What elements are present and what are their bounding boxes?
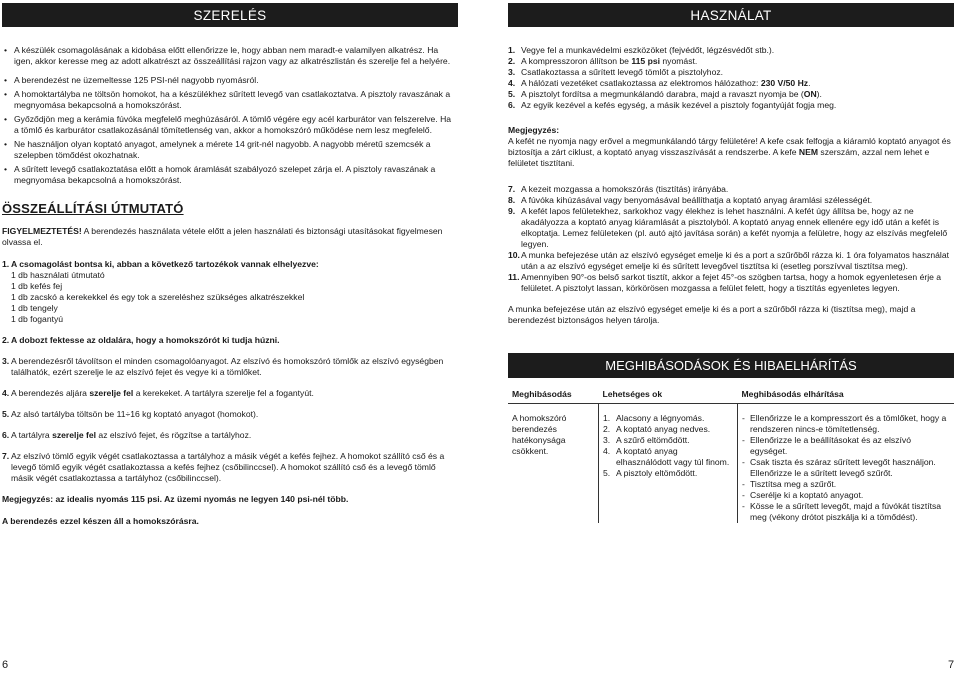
assembly-step-4 bbox=[2, 388, 458, 399]
step-number: 11. bbox=[508, 272, 520, 282]
step-text-part: A munka befejezése után az elszívó egységet emelje ki és a port a szűrőből rázza ki. 1 óra folyamatos használat után a az elszívó egységet emelje ki és sűrített levegővel tisztítsa ki (esetleg porszívval tisztítsa meg). bbox=[521, 250, 950, 271]
usage-step bbox=[508, 45, 954, 56]
usage-step bbox=[508, 195, 954, 206]
cause-text: A szűrő eltömődött. bbox=[616, 435, 690, 445]
step-text-part: A hálózati vezetéket csatlakoztassa az elektromos hálózathoz: bbox=[521, 78, 761, 88]
usage-step bbox=[508, 206, 954, 250]
step-text bbox=[521, 206, 954, 250]
step-text bbox=[521, 100, 836, 111]
usage-step bbox=[508, 89, 954, 100]
remedy-item bbox=[742, 501, 950, 523]
remedy-text: Csak tiszta és száraz sűrített levegőt használjon. Ellenőrizze le a sűrített levegő szűrőt. bbox=[750, 457, 936, 478]
dash-marker: - bbox=[742, 435, 745, 445]
bullet-item: • A készülék csomagolásának a kidobása előtt ellenőrizze le, hogy abban nem maradt-e valamilyen alkatrész. Ha igen, akkor keresse meg az adott alkatrészt az összeállítási rajzon vagy az alkatrészlistán és szerelje fel a helyére. bbox=[14, 45, 458, 67]
step-text-part: Csatlakoztassa a sűrített levegő tömlőt a pisztolyhoz. bbox=[521, 67, 724, 77]
usage-step bbox=[508, 100, 954, 111]
bullet-item: • Ne használjon olyan koptató anyagot, amelynek a mérete 14 grit-nél nagyobb. A nagyobb méretű szemcsék a szelepben tömődést okozhatnak. bbox=[14, 139, 458, 161]
table-row bbox=[508, 404, 954, 524]
step-text-part: A pisztolyt fordítsa a megmunkálandó darabra, majd a ravaszt nyomja be ( bbox=[521, 89, 804, 99]
section-header-assembly: SZERELÉS bbox=[2, 3, 458, 27]
remedy-item bbox=[742, 479, 950, 490]
note-text: A kefét ne nyomja nagy erővel a megmunkálandó tárgy felületére! A kefe csak felfogja a kiáramló koptató anyagot és biztosítja a zárt ciklust, a koptató anyag visszaszívását a rendszerbe. A kefe bbox=[508, 136, 951, 157]
dash-marker: - bbox=[742, 490, 745, 500]
bullet-item: • A homoktartályba ne töltsön homokot, ha a készülékhez sűrített levegő van csatlakoztatva. A pisztoly ravaszának a megnyomása bekapcsolná a homokszórást. bbox=[14, 89, 458, 111]
remedy-item bbox=[742, 457, 950, 479]
step-text-part: A berendezés aljára bbox=[11, 388, 90, 398]
step-text-part: a kerekeket. A tartályra szerelje fel a fogantyút. bbox=[133, 388, 314, 398]
step-text-part: A kezeit mozgassa a homokszórás (tisztítás) irányába. bbox=[521, 184, 729, 194]
section-header-usage: HASZNÁLAT bbox=[508, 3, 954, 27]
remedy-text: Ellenőrizze le a beállításokat és az elszívó egységet. bbox=[750, 435, 911, 456]
page-number-right: 7 bbox=[948, 659, 955, 671]
step-text-part: Amennyiben 90°-os belső sarkot tisztít, akkor a fejet 45°-os szögben tartsa, hogy a homok egyenletesen érje a felületet. A pisztolyt lassan, körkörösen mozgassa a felület felett, hogy a tisztítás egyenletes legyen. bbox=[521, 272, 942, 293]
assembly-title: ÖSSZEÁLLÍTÁSI ÚTMUTATÓ bbox=[2, 201, 184, 216]
closing-paragraph: A munka befejezése után az elszívó egységet emelje ki és a port a szűrőből rázza ki (tisztítsa meg), majd a berendezést biztonságos helyen tárolja. bbox=[508, 304, 916, 325]
assembly-step-2 bbox=[2, 335, 458, 346]
cause-number: 1. bbox=[603, 413, 611, 423]
remedy-text: Cserélje ki a koptató anyagot. bbox=[750, 490, 864, 500]
step-text: A berendezésről távolítson el minden csomagolóanyagot. Az elszívó és homokszóró tömlők az elszívó egységben találhatók, ezért szerelje le az elszívó fejet és vegye ki a tömlőket. bbox=[11, 356, 444, 377]
note-text: szerszám, azzal nem lehet e felületet tisztítani. bbox=[508, 147, 930, 168]
step-text-part: A kompresszoron állítson be bbox=[521, 56, 632, 66]
step-text-bold: szerelje fel bbox=[52, 430, 97, 440]
usage-step bbox=[508, 56, 954, 67]
cause-number: 5. bbox=[603, 468, 611, 478]
usage-step bbox=[508, 272, 954, 294]
step-text: A csomagolást bontsa ki, abban a következő tartozékok vannak elhelyezve: bbox=[11, 259, 319, 269]
step-text: Az elszívó tömlő egyik végét csatlakoztassa a tartályhoz a másik végét a kefés fejhez. A homokot szállító cső és a levegő tömlő egyik végét csatlakoztassa a kefés fejhez (csőbilinccsel). A homokot szállító cső és a levegő tömlő másik végét csatlakoztassa a tartályhoz (csőbilinccsel). bbox=[11, 451, 445, 483]
note-title: Megjegyzés: bbox=[508, 125, 560, 135]
remedy-item bbox=[742, 413, 950, 435]
assembly-step-3 bbox=[2, 356, 458, 378]
step-text-part: ). bbox=[816, 89, 822, 99]
troubleshooting-table bbox=[508, 389, 954, 523]
table-header: Meghibásodás elhárítása bbox=[738, 389, 955, 404]
step-text bbox=[11, 388, 314, 399]
usage-step bbox=[508, 184, 954, 195]
usage-step bbox=[508, 67, 954, 78]
bullet-item: • A sűrített levegő csatlakoztatása előtt a homok áramlását szabályozó szelepet zárja el. A pisztoly ravaszának a megnyomása bekapcsolná a homokszórást. bbox=[14, 164, 458, 186]
warning-paragraph bbox=[2, 226, 458, 248]
step-text bbox=[521, 67, 723, 78]
step-text bbox=[521, 56, 697, 67]
step-text bbox=[521, 184, 728, 195]
remedy-text: Tisztítsa meg a szűrőt. bbox=[750, 479, 837, 489]
cause-item bbox=[603, 424, 733, 435]
step-text-part: A tartályra bbox=[11, 430, 53, 440]
cause-text: A koptató anyag elhasználódott vagy túl finom. bbox=[616, 446, 730, 467]
step-number: 3. bbox=[508, 67, 516, 77]
step-number: 10. bbox=[508, 250, 520, 260]
step-text: A dobozt fektesse az oldalára, hogy a homokszórót ki tudja húzni. bbox=[11, 335, 280, 345]
cause-text: A koptató anyag nedves. bbox=[616, 424, 711, 434]
bullet-item: • A berendezést ne üzemeltesse 125 PSI-nél nagyobb nyomásról. bbox=[14, 75, 458, 86]
step-number: 7. bbox=[508, 184, 516, 194]
step-text-bold: 230 V/50 Hz bbox=[760, 78, 809, 88]
step-text-part: Vegye fel a munkavédelmi eszközöket (fejvédőt, légzésvédőt stb.). bbox=[521, 45, 775, 55]
step-number: 9. bbox=[508, 206, 516, 216]
step-text bbox=[521, 45, 774, 56]
step-text bbox=[521, 272, 954, 294]
cause-number: 4. bbox=[603, 446, 611, 456]
contents-item: 1 db használati útmutató bbox=[11, 270, 105, 280]
cause-item bbox=[603, 446, 733, 468]
remedies-cell bbox=[738, 404, 955, 524]
step-text bbox=[521, 78, 811, 89]
step-number: 1. bbox=[2, 259, 10, 269]
step-number: 6. bbox=[2, 430, 10, 440]
cause-text: Alacsony a légnyomás. bbox=[616, 413, 705, 423]
step-text-part: Az egyik kezével a kefés egység, a másik kezével a pisztoly fogantyúját fogja meg. bbox=[521, 100, 837, 110]
step-number: 1. bbox=[508, 45, 516, 55]
cause-item bbox=[603, 468, 733, 479]
dash-marker: - bbox=[742, 413, 745, 423]
usage-steps-list bbox=[508, 45, 954, 111]
cause-number: 3. bbox=[603, 435, 611, 445]
warning-label: FIGYELMEZTETÉS! bbox=[2, 226, 82, 236]
safety-bullet-list bbox=[2, 45, 458, 186]
causes-cell bbox=[599, 404, 738, 524]
cause-item bbox=[603, 413, 733, 424]
pressure-note: Megjegyzés: az idealis nyomás 115 psi. Az üzemi nyomás ne legyen 140 psi-nél több. bbox=[2, 494, 349, 504]
assembly-step-1 bbox=[2, 259, 458, 325]
contents-item: 1 db zacskó a kerekekkel és egy tok a szereléshez szükséges alkatrészekkel bbox=[11, 292, 305, 302]
usage-step bbox=[508, 250, 954, 272]
step-number: 2. bbox=[2, 335, 10, 345]
step-text-part: A kefét lapos felületekhez, sarkokhoz vagy élekhez is lehet használni. A kefét úgy állítsa be, hogy az ne akadályozza a koptató anyag kiáramlását a pisztolyból. A koptató anyag ennek ellenére egy idő után a kefét is elkoptatja. Lemez felületeken (pl. autó ajtó javítása során) a kefét nyomja a felületre, hogy az elszívás megfelelő legyen. bbox=[521, 206, 948, 249]
table-header: Meghibásodás bbox=[508, 389, 599, 404]
step-text-part: nyomást. bbox=[660, 56, 698, 66]
step-number: 6. bbox=[508, 100, 516, 110]
remedy-item bbox=[742, 490, 950, 501]
ready-statement: A berendezés ezzel készen áll a homokszórásra. bbox=[2, 516, 199, 526]
right-column bbox=[508, 0, 954, 523]
assembly-step-6 bbox=[2, 430, 458, 441]
bullet-item: • Győződjön meg a kerámia fúvóka megfelelő meghúzásáról. A tömlő végére egy acél karburátor van felszerelve. Ha a tömlő és karburátor csatlakozásánál tömítetlenség van, akkor a homokszóró működése nem lesz megfelelő. bbox=[14, 114, 458, 136]
step-text-bold: 115 psi bbox=[631, 56, 661, 66]
cause-text: A pisztoly eltömődött. bbox=[616, 468, 698, 478]
step-text-part: az elszívó fejet, és rögzítse a tartályhoz. bbox=[96, 430, 252, 440]
table-header: Lehetséges ok bbox=[599, 389, 738, 404]
page-number-left: 6 bbox=[2, 659, 9, 671]
remedy-text: Ellenőrizze le a kompresszort és a tömlőket, hogy a rendszeren nincs-e tömítetlenség. bbox=[750, 413, 947, 434]
step-number: 5. bbox=[2, 409, 10, 419]
dash-marker: - bbox=[742, 479, 745, 489]
step-number: 4. bbox=[2, 388, 10, 398]
step-text-bold: szerelje fel bbox=[89, 388, 134, 398]
contents-item: 1 db fogantyú bbox=[11, 314, 64, 324]
contents-item: 1 db tengely bbox=[11, 303, 58, 313]
cause-item bbox=[603, 435, 733, 446]
assembly-step-5 bbox=[2, 409, 458, 420]
left-column bbox=[2, 0, 458, 527]
step-number: 8. bbox=[508, 195, 516, 205]
step-text bbox=[521, 89, 822, 100]
step-text bbox=[521, 195, 872, 206]
usage-steps-list-continued bbox=[508, 184, 954, 294]
dash-marker: - bbox=[742, 457, 745, 467]
warning-text: A berendezés használata vétele előtt a jelen használati és biztonsági utasításokat figyelmesen olvassa el. bbox=[2, 226, 443, 247]
step-text bbox=[11, 430, 251, 441]
step-text-part: . bbox=[808, 78, 811, 88]
cause-number: 2. bbox=[603, 424, 611, 434]
remedy-item bbox=[742, 435, 950, 457]
remedy-text: Kösse le a sűrített levegőt, majd a fúvókát tisztítsa meg (vékony drótot piszkálja ki a tömődést). bbox=[750, 501, 942, 522]
usage-step bbox=[508, 78, 954, 89]
section-header-troubleshooting: MEGHIBÁSODÁSOK ÉS HIBAELHÁRÍTÁS bbox=[508, 353, 954, 378]
assembly-step-7 bbox=[2, 451, 458, 484]
step-number: 3. bbox=[2, 356, 10, 366]
step-text-bold: ON bbox=[803, 89, 817, 99]
step-number: 5. bbox=[508, 89, 516, 99]
contents-item: 1 db kefés fej bbox=[11, 281, 63, 291]
note-text-bold: NEM bbox=[798, 147, 819, 157]
step-number: 4. bbox=[508, 78, 516, 88]
dash-marker: - bbox=[742, 501, 745, 511]
step-text: Az alsó tartályba töltsön be 11÷16 kg koptató anyagot (homokot). bbox=[11, 409, 259, 419]
step-number: 2. bbox=[508, 56, 516, 66]
step-number: 7. bbox=[2, 451, 10, 461]
fault-cell: A homokszóró berendezés hatékonysága csökkent. bbox=[512, 413, 567, 456]
note-paragraph bbox=[508, 136, 954, 169]
step-text-part: A fúvóka kihúzásával vagy benyomásával beállíthatja a koptató anyag áramlási szélességét. bbox=[521, 195, 873, 205]
step-text bbox=[521, 250, 954, 272]
